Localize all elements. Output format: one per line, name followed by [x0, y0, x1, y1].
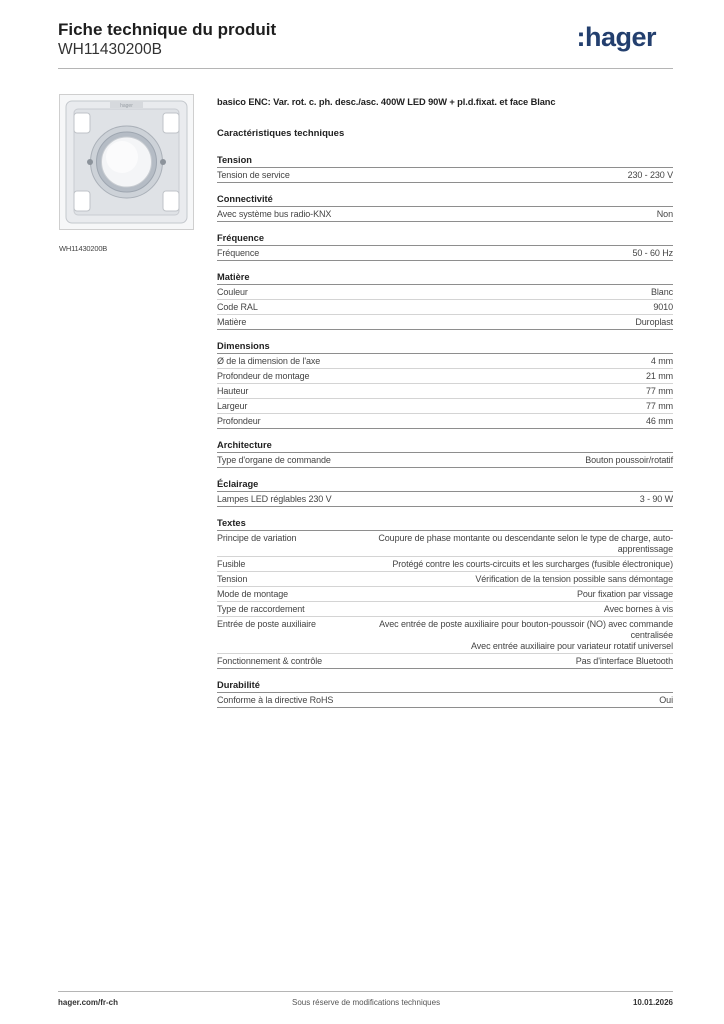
- spec-row: [217, 300, 673, 315]
- spec-label: Hauteur: [217, 386, 249, 396]
- spec-row: [217, 207, 673, 222]
- spec-value: Pour fixation par vissage: [576, 589, 673, 599]
- dimmer-switch-illustration: [60, 95, 193, 229]
- document-title: Fiche technique du produit: [58, 20, 277, 39]
- group-durabilite: [217, 680, 673, 708]
- spec-groups: [217, 155, 673, 708]
- group-title: Fréquence: [217, 233, 673, 246]
- spec-value: 77 mm: [645, 401, 673, 411]
- group-tension: [217, 155, 673, 183]
- spec-label: Largeur: [217, 401, 248, 411]
- spec-row: [217, 369, 673, 384]
- spec-value: 3 - 90 W: [639, 494, 673, 504]
- group-dimensions: [217, 341, 673, 429]
- spec-row: [217, 414, 673, 429]
- spec-label: Ø de la dimension de l'axe: [217, 356, 321, 366]
- spec-row: [217, 315, 673, 330]
- spec-label: Mode de montage: [217, 589, 289, 599]
- group-title: Éclairage: [217, 479, 673, 492]
- spec-value: Bouton poussoir/rotatif: [585, 455, 673, 465]
- page-header: [58, 20, 674, 66]
- spec-row: [217, 557, 673, 572]
- spec-label: Profondeur de montage: [217, 371, 310, 381]
- section-heading: Caractéristiques techniques: [217, 128, 345, 139]
- group-frequence: [217, 233, 673, 261]
- group-title: Matière: [217, 272, 673, 285]
- spec-value: Duroplast: [635, 317, 673, 327]
- footer-divider: [58, 991, 673, 992]
- spec-label: Code RAL: [217, 302, 258, 312]
- hager-logo: [576, 22, 656, 52]
- group-connectivite: [217, 194, 673, 222]
- spec-label: Entrée de poste auxiliaire: [217, 619, 316, 629]
- spec-value: 77 mm: [645, 386, 673, 396]
- spec-label: Couleur: [217, 287, 248, 297]
- group-textes: [217, 518, 673, 669]
- spec-label: Conforme à la directive RoHS: [217, 695, 334, 705]
- group-eclairage: [217, 479, 673, 507]
- spec-value: 21 mm: [645, 371, 673, 381]
- spec-value: 46 mm: [645, 416, 673, 426]
- spec-row: [217, 246, 673, 261]
- spec-row: [217, 654, 673, 669]
- group-title: Dimensions: [217, 341, 673, 354]
- embossed-brand: hager: [120, 103, 133, 109]
- header-divider: [58, 68, 673, 69]
- spec-row: [217, 168, 673, 183]
- group-title: Textes: [217, 518, 673, 531]
- product-image: [59, 94, 194, 230]
- spec-value: Avec bornes à vis: [603, 604, 673, 614]
- spec-row: [217, 285, 673, 300]
- spec-row: [217, 602, 673, 617]
- spec-row: [217, 384, 673, 399]
- spec-label: Lampes LED réglables 230 V: [217, 494, 332, 504]
- spec-value-secondary: Avec entrée auxiliaire pour variateur rotatif universel: [471, 641, 673, 651]
- spec-value: 230 - 230 V: [627, 170, 673, 180]
- group-title: Architecture: [217, 440, 673, 453]
- spec-row: [217, 531, 673, 557]
- group-title: Tension: [217, 155, 673, 168]
- group-architecture: [217, 440, 673, 468]
- spec-row: [217, 587, 673, 602]
- spec-row: [217, 492, 673, 507]
- spec-value: 9010: [653, 302, 673, 312]
- group-title: Durabilité: [217, 680, 673, 693]
- spec-value: 50 - 60 Hz: [632, 248, 673, 258]
- spec-row: [217, 572, 673, 587]
- product-title: basico ENC: Var. rot. c. ph. desc./asc. 400W LED 90W + pl.d.fixat. et face Blanc: [217, 97, 556, 107]
- spec-row: [217, 354, 673, 369]
- document-date: 10.01.2026: [632, 998, 673, 1007]
- spec-value: Pas d'interface Bluetooth: [575, 656, 673, 666]
- spec-label: Avec système bus radio-KNX: [217, 209, 332, 219]
- spec-label: Profondeur: [217, 416, 261, 426]
- spec-label: Fusible: [217, 559, 246, 569]
- spec-value: Oui: [659, 695, 673, 705]
- image-caption: WH11430200B: [59, 244, 108, 253]
- spec-label: Principe de variation: [217, 533, 297, 543]
- specifications: [217, 96, 673, 719]
- disclaimer: Sous réserve de modifications techniques: [292, 998, 441, 1007]
- spec-label: Fonctionnement & contrôle: [217, 656, 323, 666]
- spec-value: Blanc: [650, 287, 673, 297]
- spec-value: Protégé contre les courts-circuits et les surcharges (fusible électronique): [392, 559, 673, 569]
- group-title: Connectivité: [217, 194, 673, 207]
- spec-row: [217, 453, 673, 468]
- spec-row: [217, 693, 673, 708]
- logo-text: hager: [584, 22, 656, 52]
- spec-label: Tension de service: [217, 170, 290, 180]
- group-matiere: [217, 272, 673, 330]
- spec-label: Fréquence: [217, 248, 260, 258]
- spec-row: [217, 617, 673, 654]
- spec-label: Type d'organe de commande: [217, 455, 331, 465]
- product-reference: WH11430200B: [58, 41, 162, 58]
- website-link[interactable]: hager.com/fr-ch: [58, 998, 119, 1007]
- spec-value: Non: [656, 209, 673, 219]
- spec-value: 4 mm: [650, 356, 673, 366]
- spec-value: Coupure de phase montante ou descendante selon le type de charge, auto-apprentissage: [378, 533, 673, 554]
- spec-label: Matière: [217, 317, 247, 327]
- spec-value-group: [343, 619, 673, 652]
- spec-label: Tension: [217, 574, 248, 584]
- spec-row: [217, 399, 673, 414]
- spec-value: Vérification de la tension possible sans démontage: [475, 574, 673, 584]
- logo-colon: :: [576, 22, 585, 52]
- spec-label: Type de raccordement: [217, 604, 305, 614]
- spec-value: Avec entrée de poste auxiliaire pour bouton-poussoir (NO) avec commande centralisée: [379, 619, 673, 640]
